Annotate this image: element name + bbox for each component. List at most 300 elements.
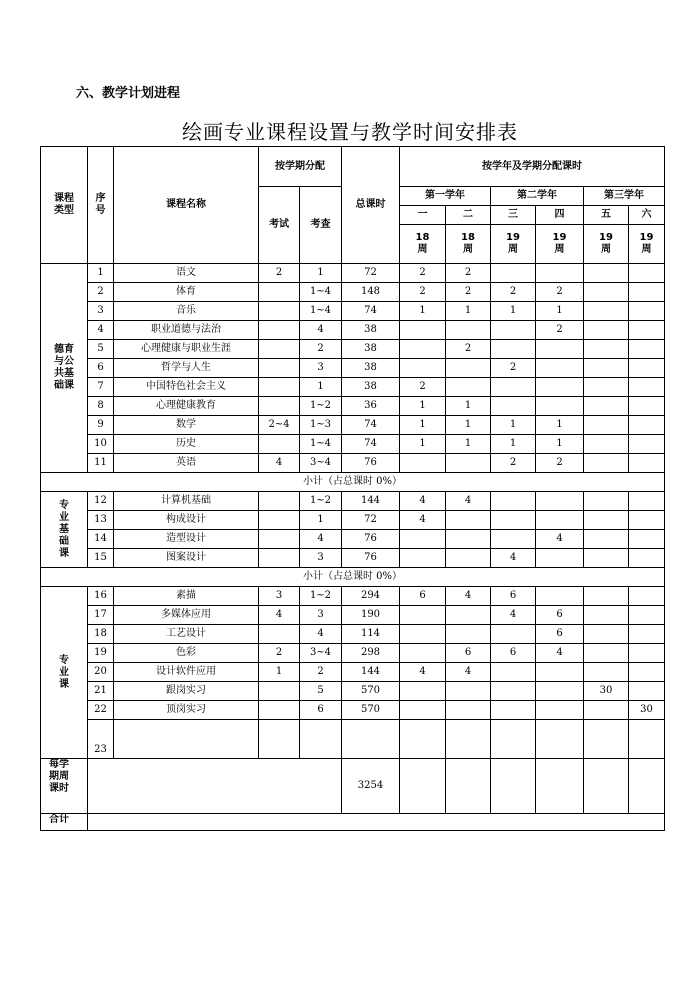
course-exam <box>259 283 300 302</box>
term-hours: 30 <box>629 701 665 720</box>
term-hours <box>446 378 491 397</box>
term-hours: 2 <box>491 359 536 378</box>
course-total: 76 <box>342 530 400 549</box>
term-hours: 2 <box>446 264 491 283</box>
course-name: 素描 <box>114 587 259 606</box>
course-row <box>41 530 665 549</box>
course-total: 38 <box>342 378 400 397</box>
sum-value <box>88 814 665 831</box>
term-hours <box>629 302 665 321</box>
weekly-hours-label: 每学期周课时 <box>41 759 88 814</box>
term-hours: 2 <box>536 283 584 302</box>
term-hours <box>446 359 491 378</box>
course-no: 13 <box>88 511 114 530</box>
course-exam: 1 <box>259 663 300 682</box>
course-exam <box>259 397 300 416</box>
header-check: 考查 <box>300 187 342 264</box>
course-no: 3 <box>88 302 114 321</box>
course-exam <box>259 701 300 720</box>
term-hours <box>629 321 665 340</box>
term-hours <box>491 530 536 549</box>
term-hours <box>491 663 536 682</box>
term-hours <box>584 644 629 663</box>
term-hours <box>491 340 536 359</box>
course-name: 多媒体应用 <box>114 606 259 625</box>
header-by-term: 按学期分配 <box>259 147 342 187</box>
course-exam: 2 <box>259 644 300 663</box>
term-hours <box>446 720 491 759</box>
course-exam <box>259 511 300 530</box>
term-hours: 1 <box>446 302 491 321</box>
term-hours <box>584 701 629 720</box>
term-hours <box>491 264 536 283</box>
course-row <box>41 416 665 435</box>
term-hours <box>400 359 446 378</box>
term-hours <box>629 416 665 435</box>
term-hours <box>491 511 536 530</box>
course-no: 21 <box>88 682 114 701</box>
course-exam <box>259 682 300 701</box>
term-hours <box>584 321 629 340</box>
course-exam: 4 <box>259 454 300 473</box>
course-no: 16 <box>88 587 114 606</box>
header-by-year: 按学年及学期分配课时 <box>400 147 665 187</box>
course-name: 造型设计 <box>114 530 259 549</box>
term-hours <box>491 492 536 511</box>
term-hours <box>536 682 584 701</box>
course-exam <box>259 549 300 568</box>
course-check: 5 <box>300 682 342 701</box>
term-hours <box>491 378 536 397</box>
subtotal-label: 小计（占总课时 0%） <box>41 568 665 587</box>
term-hours <box>400 454 446 473</box>
course-exam <box>259 530 300 549</box>
term-hours <box>584 264 629 283</box>
term-hours: 6 <box>536 606 584 625</box>
term-hours <box>446 549 491 568</box>
term-hours: 1 <box>536 416 584 435</box>
term-hours <box>446 682 491 701</box>
course-total: 190 <box>342 606 400 625</box>
term-hours <box>536 397 584 416</box>
term-hours <box>536 264 584 283</box>
term-hours <box>629 759 665 814</box>
course-name: 构成设计 <box>114 511 259 530</box>
course-name: 中国特色社会主义 <box>114 378 259 397</box>
course-no: 9 <box>88 416 114 435</box>
course-exam <box>259 435 300 454</box>
term-hours: 4 <box>491 549 536 568</box>
course-name: 心理健康与职业生涯 <box>114 340 259 359</box>
term-hours: 1 <box>446 416 491 435</box>
term-hours: 1 <box>400 397 446 416</box>
course-exam: 2~4 <box>259 416 300 435</box>
course-name: 音乐 <box>114 302 259 321</box>
header-weeks: 19周 <box>629 225 665 264</box>
course-check: 3 <box>300 606 342 625</box>
subtotal-row <box>41 473 665 492</box>
term-hours <box>491 682 536 701</box>
term-hours <box>491 321 536 340</box>
sum-row <box>41 814 665 831</box>
term-hours <box>491 759 536 814</box>
subtotal-row <box>41 568 665 587</box>
course-check: 3 <box>300 359 342 378</box>
course-exam <box>259 302 300 321</box>
course-check: 4 <box>300 530 342 549</box>
course-check: 1~4 <box>300 283 342 302</box>
course-check: 1~2 <box>300 397 342 416</box>
weekly-hours-blank <box>88 759 342 814</box>
term-hours <box>584 492 629 511</box>
course-total: 298 <box>342 644 400 663</box>
course-check: 1~3 <box>300 416 342 435</box>
course-name: 跟岗实习 <box>114 682 259 701</box>
course-row <box>41 283 665 302</box>
term-hours: 1 <box>400 416 446 435</box>
header-year-2: 第二学年 <box>491 187 584 206</box>
header-term: 一 <box>400 206 446 225</box>
term-hours <box>491 397 536 416</box>
course-total: 144 <box>342 492 400 511</box>
term-hours <box>536 492 584 511</box>
term-hours <box>446 454 491 473</box>
term-hours: 4 <box>446 587 491 606</box>
course-category: 专业课 <box>41 587 88 759</box>
term-hours: 30 <box>584 682 629 701</box>
course-check: 3 <box>300 549 342 568</box>
header-total-hours: 总课时 <box>342 147 400 264</box>
course-total: 38 <box>342 359 400 378</box>
course-check: 6 <box>300 701 342 720</box>
term-hours <box>629 682 665 701</box>
header-course-type: 课程类型 <box>41 147 88 264</box>
course-no: 7 <box>88 378 114 397</box>
course-no: 17 <box>88 606 114 625</box>
weekly-hours-total: 3254 <box>342 759 400 814</box>
course-exam: 2 <box>259 264 300 283</box>
course-exam: 3 <box>259 587 300 606</box>
document-title: 绘画专业课程设置与教学时间安排表 <box>182 120 518 144</box>
course-name: 历史 <box>114 435 259 454</box>
course-exam <box>259 359 300 378</box>
header-exam: 考试 <box>259 187 300 264</box>
term-hours <box>629 625 665 644</box>
term-hours <box>584 511 629 530</box>
term-hours: 2 <box>400 264 446 283</box>
term-hours <box>584 454 629 473</box>
course-no: 8 <box>88 397 114 416</box>
term-hours <box>536 663 584 682</box>
term-hours: 2 <box>400 283 446 302</box>
course-name: 图案设计 <box>114 549 259 568</box>
course-no: 23 <box>88 720 114 759</box>
term-hours: 6 <box>491 587 536 606</box>
header-weeks: 19周 <box>584 225 629 264</box>
term-hours <box>491 701 536 720</box>
course-total: 114 <box>342 625 400 644</box>
term-hours: 2 <box>446 283 491 302</box>
term-hours <box>629 587 665 606</box>
term-hours: 2 <box>491 283 536 302</box>
term-hours <box>446 701 491 720</box>
term-hours <box>629 378 665 397</box>
term-hours: 1 <box>536 435 584 454</box>
term-hours <box>536 378 584 397</box>
term-hours: 4 <box>400 663 446 682</box>
course-total: 570 <box>342 701 400 720</box>
term-hours <box>400 321 446 340</box>
term-hours <box>400 759 446 814</box>
term-hours <box>629 644 665 663</box>
term-hours <box>536 511 584 530</box>
course-check: 1~2 <box>300 587 342 606</box>
course-no: 6 <box>88 359 114 378</box>
course-name: 体育 <box>114 283 259 302</box>
term-hours: 4 <box>400 492 446 511</box>
term-hours <box>629 549 665 568</box>
course-check: 4 <box>300 321 342 340</box>
term-hours <box>400 530 446 549</box>
header-year-3: 第三学年 <box>584 187 665 206</box>
course-row <box>41 492 665 511</box>
term-hours: 2 <box>491 454 536 473</box>
term-hours: 2 <box>446 340 491 359</box>
term-hours <box>584 435 629 454</box>
term-hours <box>400 340 446 359</box>
header-row <box>41 147 665 187</box>
term-hours <box>629 720 665 759</box>
course-name: 顶岗实习 <box>114 701 259 720</box>
term-hours <box>584 378 629 397</box>
course-total: 74 <box>342 435 400 454</box>
term-hours <box>584 720 629 759</box>
term-hours <box>629 359 665 378</box>
course-no: 1 <box>88 264 114 283</box>
course-row <box>41 606 665 625</box>
term-hours: 4 <box>446 663 491 682</box>
course-no: 10 <box>88 435 114 454</box>
weekly-hours-row <box>41 759 665 814</box>
header-year-1: 第一学年 <box>400 187 491 206</box>
term-hours <box>446 625 491 644</box>
course-no: 2 <box>88 283 114 302</box>
term-hours <box>584 663 629 682</box>
header-term: 四 <box>536 206 584 225</box>
header-weeks: 19周 <box>491 225 536 264</box>
term-hours <box>536 549 584 568</box>
header-term: 五 <box>584 206 629 225</box>
term-hours: 2 <box>400 378 446 397</box>
header-seq: 序号 <box>88 147 114 264</box>
course-name: 色彩 <box>114 644 259 663</box>
course-total <box>342 720 400 759</box>
term-hours <box>536 587 584 606</box>
term-hours <box>629 264 665 283</box>
course-total: 38 <box>342 340 400 359</box>
course-no: 14 <box>88 530 114 549</box>
term-hours <box>584 549 629 568</box>
term-hours <box>446 606 491 625</box>
course-row <box>41 340 665 359</box>
header-weeks: 18周 <box>446 225 491 264</box>
header-term: 六 <box>629 206 665 225</box>
course-total: 76 <box>342 454 400 473</box>
course-row <box>41 682 665 701</box>
term-hours: 1 <box>491 435 536 454</box>
course-name: 心理健康教育 <box>114 397 259 416</box>
term-hours <box>446 321 491 340</box>
term-hours: 1 <box>491 416 536 435</box>
course-check: 1 <box>300 511 342 530</box>
term-hours <box>629 663 665 682</box>
term-hours <box>584 340 629 359</box>
course-row <box>41 701 665 720</box>
course-total: 570 <box>342 682 400 701</box>
course-name: 哲学与人生 <box>114 359 259 378</box>
course-exam <box>259 492 300 511</box>
course-name: 职业道德与法治 <box>114 321 259 340</box>
sum-label: 合计 <box>41 814 88 831</box>
course-category: 德育与公共基础课 <box>41 264 88 473</box>
header-weeks: 18周 <box>400 225 446 264</box>
course-row <box>41 454 665 473</box>
term-hours: 4 <box>536 530 584 549</box>
schedule-table <box>40 146 665 831</box>
subtotal-label: 小计（占总课时 0%） <box>41 473 665 492</box>
course-exam: 4 <box>259 606 300 625</box>
course-name <box>114 720 259 759</box>
course-check: 1~4 <box>300 302 342 321</box>
course-total: 76 <box>342 549 400 568</box>
course-total: 72 <box>342 264 400 283</box>
course-row <box>41 378 665 397</box>
term-hours <box>584 587 629 606</box>
term-hours <box>584 759 629 814</box>
course-row <box>41 264 665 283</box>
course-no: 11 <box>88 454 114 473</box>
course-no: 19 <box>88 644 114 663</box>
term-hours <box>536 759 584 814</box>
course-name: 工艺设计 <box>114 625 259 644</box>
course-no: 20 <box>88 663 114 682</box>
term-hours <box>400 682 446 701</box>
course-check: 1 <box>300 378 342 397</box>
term-hours <box>584 416 629 435</box>
term-hours: 1 <box>400 435 446 454</box>
course-row <box>41 549 665 568</box>
course-check: 1~4 <box>300 435 342 454</box>
term-hours <box>446 530 491 549</box>
term-hours <box>400 644 446 663</box>
term-hours <box>400 720 446 759</box>
course-no: 4 <box>88 321 114 340</box>
term-hours <box>400 549 446 568</box>
term-hours <box>400 625 446 644</box>
course-exam <box>259 720 300 759</box>
course-check: 1 <box>300 264 342 283</box>
course-total: 72 <box>342 511 400 530</box>
term-hours <box>584 302 629 321</box>
term-hours: 4 <box>491 606 536 625</box>
header-course-name: 课程名称 <box>114 147 259 264</box>
course-row <box>41 663 665 682</box>
term-hours: 4 <box>446 492 491 511</box>
course-row <box>41 397 665 416</box>
course-row <box>41 511 665 530</box>
course-check: 1~2 <box>300 492 342 511</box>
course-exam <box>259 340 300 359</box>
course-exam <box>259 321 300 340</box>
course-name: 语文 <box>114 264 259 283</box>
course-row <box>41 302 665 321</box>
course-total: 74 <box>342 416 400 435</box>
term-hours: 2 <box>536 454 584 473</box>
course-name: 设计软件应用 <box>114 663 259 682</box>
course-total: 144 <box>342 663 400 682</box>
term-hours <box>629 397 665 416</box>
course-category: 专业基础课 <box>41 492 88 568</box>
term-hours: 1 <box>536 302 584 321</box>
course-total: 74 <box>342 302 400 321</box>
course-total: 38 <box>342 321 400 340</box>
term-hours: 1 <box>446 397 491 416</box>
term-hours <box>629 454 665 473</box>
course-no: 5 <box>88 340 114 359</box>
course-no: 12 <box>88 492 114 511</box>
section-heading: 六、教学计划进程 <box>76 86 181 101</box>
term-hours: 6 <box>446 644 491 663</box>
term-hours <box>446 511 491 530</box>
header-term: 三 <box>491 206 536 225</box>
term-hours <box>629 492 665 511</box>
term-hours <box>400 606 446 625</box>
course-no: 22 <box>88 701 114 720</box>
header-weeks: 19周 <box>536 225 584 264</box>
term-hours: 6 <box>491 644 536 663</box>
term-hours: 1 <box>491 302 536 321</box>
course-total: 148 <box>342 283 400 302</box>
term-hours <box>584 397 629 416</box>
term-hours <box>400 701 446 720</box>
term-hours <box>584 625 629 644</box>
term-hours <box>536 701 584 720</box>
term-hours <box>536 340 584 359</box>
term-hours <box>629 530 665 549</box>
course-total: 294 <box>342 587 400 606</box>
course-check: 2 <box>300 340 342 359</box>
term-hours: 1 <box>446 435 491 454</box>
course-exam <box>259 625 300 644</box>
course-name: 英语 <box>114 454 259 473</box>
term-hours <box>536 359 584 378</box>
term-hours: 4 <box>400 511 446 530</box>
course-check: 3~4 <box>300 644 342 663</box>
course-row <box>41 720 665 759</box>
term-hours <box>584 283 629 302</box>
term-hours <box>584 359 629 378</box>
course-check: 3~4 <box>300 454 342 473</box>
term-hours <box>629 511 665 530</box>
term-hours <box>629 435 665 454</box>
course-row <box>41 625 665 644</box>
course-row <box>41 321 665 340</box>
term-hours <box>629 283 665 302</box>
course-check: 4 <box>300 625 342 644</box>
course-check: 2 <box>300 663 342 682</box>
term-hours: 1 <box>400 302 446 321</box>
course-row <box>41 435 665 454</box>
